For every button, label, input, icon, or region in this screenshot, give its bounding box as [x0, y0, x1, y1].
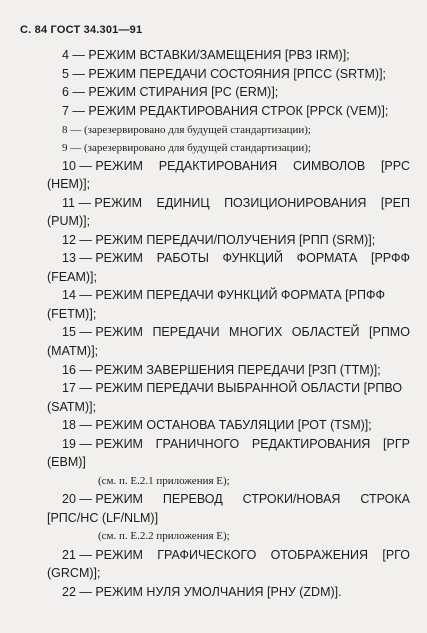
- list-item-continuation: (FETM)];: [47, 307, 97, 321]
- list-item: 4 — РЕЖИМ ВСТАВКИ/ЗАМЕЩЕНИЯ [РВЗ IRM)];: [62, 48, 350, 62]
- list-item: 7 — РЕЖИМ РЕДАКТИРОВАНИЯ СТРОК [РРСК (VEM)];: [62, 104, 389, 118]
- list-item: 22 — РЕЖИМ НУЛЯ УМОЛЧАНИЯ [РНУ (ZDM)].: [62, 585, 342, 599]
- list-item: 16 — РЕЖИМ ЗАВЕРШЕНИЯ ПЕРЕДАЧИ [РЗП (ТТМ)];: [62, 363, 381, 377]
- list-item-reference: (см. п. Е.2.1 приложения Е);: [98, 475, 230, 487]
- list-item: 10 — РЕЖИМ РЕДАКТИРОВАНИЯ СИМВОЛОВ [РРС: [62, 159, 410, 173]
- list-item-continuation: (SATM)];: [47, 400, 97, 414]
- list-item-continuation: (GRCM)];: [47, 566, 101, 580]
- list-item: 14 — РЕЖИМ ПЕРЕДАЧИ ФУНКЦИЙ ФОРМАТА [РПФФ: [62, 288, 385, 302]
- page-header: С. 84 ГОСТ 34.301—91: [20, 24, 143, 36]
- list-item: 20 — РЕЖИМ ПЕРЕВОД СТРОКИ/НОВАЯ СТРОКА: [62, 492, 410, 506]
- list-item: 18 — РЕЖИМ ОСТАНОВА ТАБУЛЯЦИИ [РОТ (TSM)];: [62, 418, 372, 432]
- list-item-continuation: [РПС/НС (LF/NLM)]: [47, 511, 159, 525]
- list-item: 8 — (зарезервировано для будущей стандартизации);: [62, 124, 311, 136]
- list-item: 13 — РЕЖИМ РАБОТЫ ФУНКЦИЙ ФОРМАТА [РРФФ: [62, 251, 410, 265]
- list-item: 5 — РЕЖИМ ПЕРЕДАЧИ СОСТОЯНИЯ [РПСС (SRTM)];: [62, 67, 387, 81]
- list-item: 15 — РЕЖИМ ПЕРЕДАЧИ МНОГИХ ОБЛАСТЕЙ [РПМО: [62, 325, 410, 339]
- list-item: 12 — РЕЖИМ ПЕРЕДАЧИ/ПОЛУЧЕНИЯ [РПП (SRM)];: [62, 233, 376, 247]
- list-item-continuation: (HEM)];: [47, 177, 91, 191]
- list-item-continuation: (PUM)];: [47, 214, 91, 228]
- list-item-continuation: (FEAM)];: [47, 270, 97, 284]
- list-item: 21 — РЕЖИМ ГРАФИЧЕСКОГО ОТОБРАЖЕНИЯ [РГО: [62, 548, 410, 562]
- list-item: 6 — РЕЖИМ СТИРАНИЯ [РС (ERM)];: [62, 85, 279, 99]
- list-item-continuation: (MATM)];: [47, 344, 99, 358]
- list-item: 11 — РЕЖИМ ЕДИНИЦ ПОЗИЦИОНИРОВАНИЯ [РЕП: [62, 196, 410, 210]
- list-item-continuation: (EBM)]: [47, 455, 86, 469]
- list-item: 9 — (зарезервировано для будущей стандартизации);: [62, 142, 311, 154]
- list-item: 17 — РЕЖИМ ПЕРЕДАЧИ ВЫБРАННОЙ ОБЛАСТИ [РПВО: [62, 381, 403, 395]
- list-item-reference: (см. п. Е.2.2 приложения Е);: [98, 530, 230, 542]
- list-item: 19 — РЕЖИМ ГРАНИЧНОГО РЕДАКТИРОВАНИЯ [РГР: [62, 437, 410, 451]
